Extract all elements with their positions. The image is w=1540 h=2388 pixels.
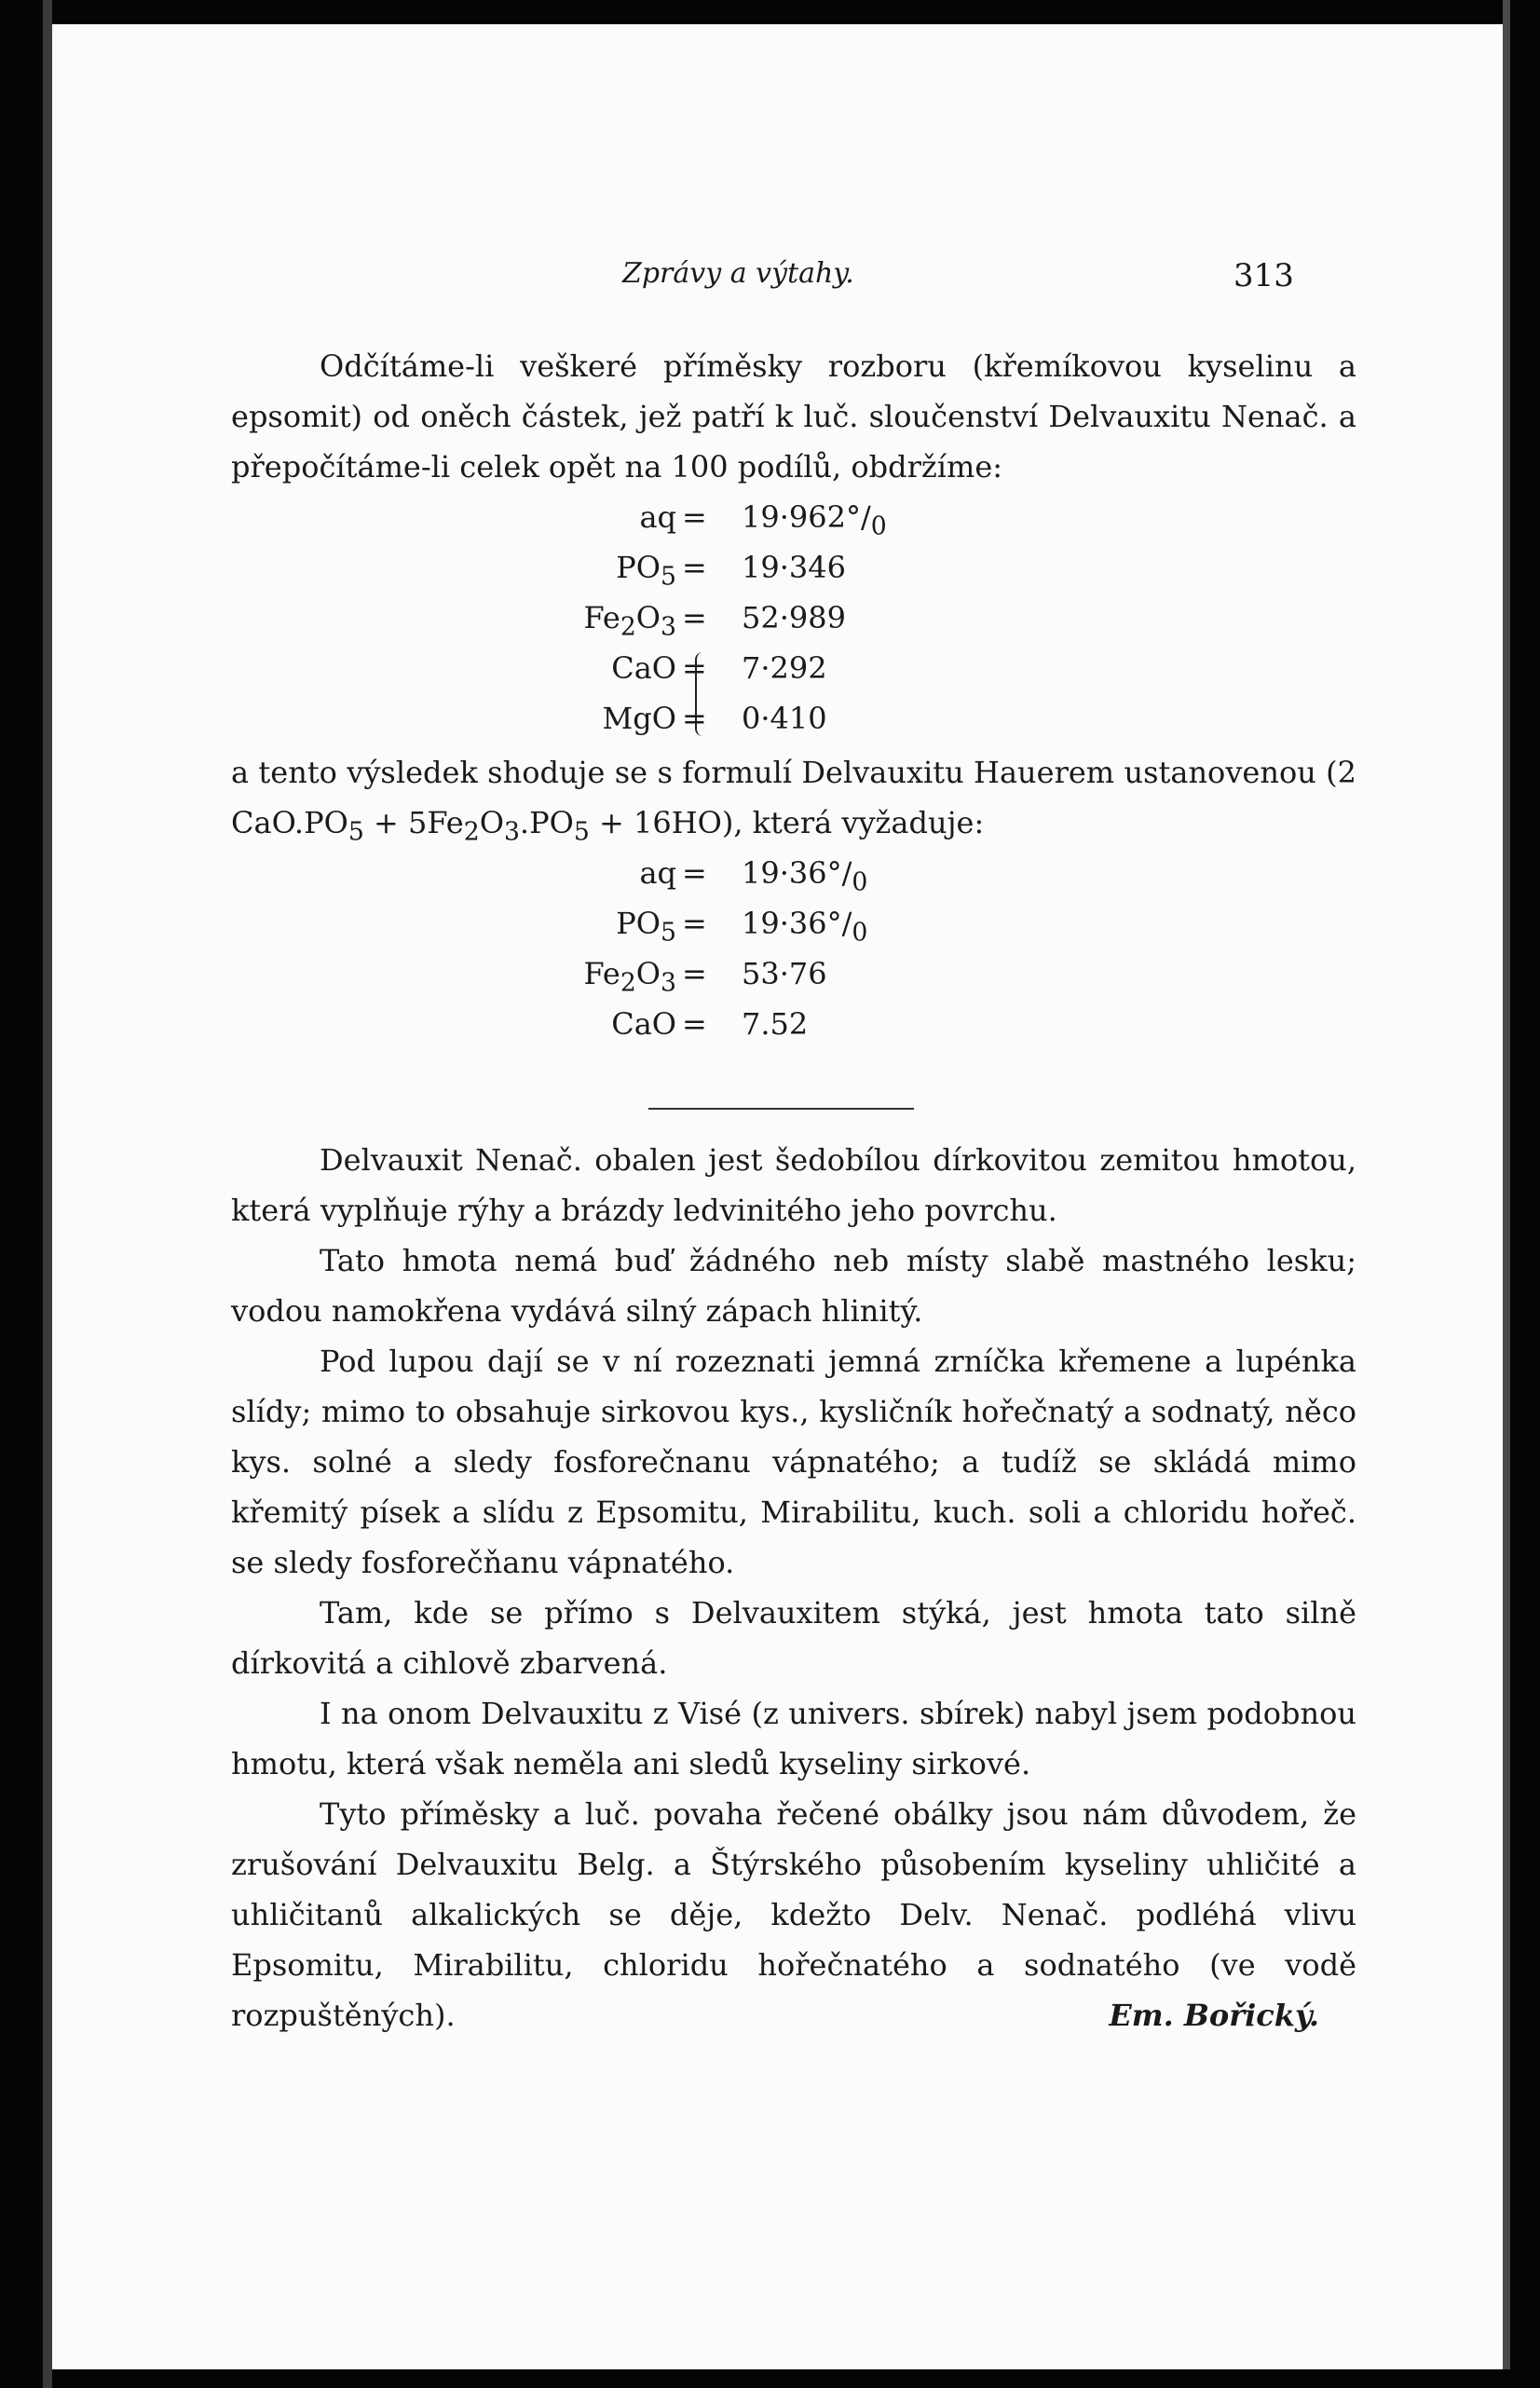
book-page bbox=[52, 24, 1503, 2369]
intro-paragraph: Odčítáme-li veškeré příměsky rozboru (křemíkovou kyselinu a epsomit) od oněch částek, jež patří k luč. sloučenství Delvauxitu Nenač. a přepočítáme-li celek opět na 100 podílů, obdržíme: bbox=[231, 348, 1356, 484]
scan-border-left-edge bbox=[43, 0, 52, 2388]
paragraph: Delvauxit Nenač. obalen jest šedobílou dírkovitou zemitou hmotou, která vyplňuje rýhy a brázdy ledvinitého jeho povrchu. bbox=[231, 1142, 1356, 1228]
analysis-recalculated bbox=[231, 492, 1356, 744]
compound: $Fe_2O_3$ bbox=[583, 600, 676, 642]
equals-sign: = bbox=[682, 499, 707, 535]
equals-sign: = bbox=[682, 906, 707, 941]
percentage: $19\cdot 962^\circ/_0$ bbox=[742, 499, 887, 541]
running-title: Zprávy a výtahy. bbox=[622, 257, 854, 290]
compound: MgO bbox=[602, 701, 676, 736]
equation-row bbox=[231, 999, 1356, 1049]
equation-row bbox=[231, 898, 1356, 948]
page-number: 313 bbox=[1233, 257, 1294, 294]
equation-row bbox=[231, 542, 1356, 593]
author-signature: Em. Bořický. bbox=[1109, 1998, 1319, 2033]
equals-sign: = bbox=[682, 701, 707, 736]
equals-sign: = bbox=[682, 650, 707, 686]
paragraph: Tam, kde se přímo s Delvauxitem stýká, jest hmota tato silně dírkovitá a cihlově zbarvená. bbox=[231, 1595, 1356, 1681]
compound: aq bbox=[639, 499, 676, 535]
equals-sign: = bbox=[682, 956, 707, 991]
equation-row bbox=[231, 848, 1356, 898]
percentage: 53·76 bbox=[742, 956, 827, 991]
percentage: 52·989 bbox=[742, 600, 846, 635]
middle-paragraph: a tento výsledek shoduje se s formulí Delvauxitu Hauerem ustanovenou (2 $CaO.PO_5 + 5Fe_2O_3.PO_5 + 16HO$), která vyžaduje: bbox=[231, 755, 1356, 847]
percentage: $19\cdot 36^\circ/_0$ bbox=[742, 906, 868, 948]
equals-sign: = bbox=[682, 600, 707, 635]
paragraph: I na onom Delvauxitu z Visé (z univers. sbírek) nabyl jsem podobnou hmotu, která však neměla ani sledů kyseliny sirkové. bbox=[231, 1696, 1356, 1781]
intro-text bbox=[231, 341, 1356, 492]
middle-text bbox=[231, 747, 1356, 857]
equals-sign: = bbox=[682, 1006, 707, 1042]
body-text bbox=[231, 1135, 1356, 2040]
final-paragraph: Tyto příměsky a luč. povaha řečené obálky jsou nám důvodem, že zrušování Delvauxitu Belg. a Štýrského působením kyseliny uhličité a uhličitanů alkalických se děje, kdežto Delv. Nenač. podléhá vlivu Epsomitu, Mirabilitu, chloridu hořečnatého a sodnatého (ve vodě bbox=[231, 1796, 1356, 1983]
equation-row bbox=[231, 948, 1356, 999]
percentage: 19·346 bbox=[742, 550, 846, 585]
scan-border-top bbox=[52, 0, 1540, 24]
section-divider bbox=[648, 1108, 914, 1110]
final-paragraph-end: rozpuštěných). bbox=[231, 1998, 456, 2033]
equation-row bbox=[231, 593, 1356, 643]
compound: CaO bbox=[611, 650, 676, 686]
percentage: 7.52 bbox=[742, 1006, 809, 1042]
percentage: 7·292 bbox=[742, 650, 827, 686]
percentage: $19\cdot 36^\circ/_0$ bbox=[742, 855, 868, 897]
compound: CaO bbox=[611, 1006, 676, 1042]
scan-border-left bbox=[0, 0, 43, 2388]
scan-border-bottom bbox=[52, 2369, 1540, 2388]
equation-row bbox=[231, 643, 1356, 693]
compound: $PO_5$ bbox=[616, 550, 676, 592]
equals-sign: = bbox=[682, 550, 707, 585]
scan-border-right-edge bbox=[1503, 0, 1510, 2388]
running-head bbox=[52, 257, 1503, 313]
percentage: 0·410 bbox=[742, 701, 827, 736]
equation-row bbox=[231, 693, 1356, 744]
equals-sign: = bbox=[682, 855, 707, 891]
scan-border-right bbox=[1510, 0, 1540, 2388]
compound: $PO_5$ bbox=[616, 906, 676, 948]
paragraph: Tato hmota nemá buď žádného neb místy slabě mastného lesku; vodou namokřena vydává silný zápach hlinitý. bbox=[231, 1243, 1356, 1329]
compound: $Fe_2O_3$ bbox=[583, 956, 676, 998]
equation-row bbox=[231, 492, 1356, 542]
analysis-hauer-formula bbox=[231, 848, 1356, 1049]
paragraph: Pod lupou dají se v ní rozeznati jemná zrníčka křemene a lupénka slídy; mimo to obsahuje sirkovou kys., kysličník hořečnatý a sodnatý, něco kys. solné a sledy fosforečnanu vápnatého; a tudíž se skládá mimo křemitý písek a slídu z Epsomitu, Mirabilitu, kuch. soli a chloridu hořeč. se sledy fosforečňanu vápnatého. bbox=[231, 1344, 1356, 1580]
signature-line bbox=[231, 1990, 1356, 2040]
compound: aq bbox=[639, 855, 676, 891]
